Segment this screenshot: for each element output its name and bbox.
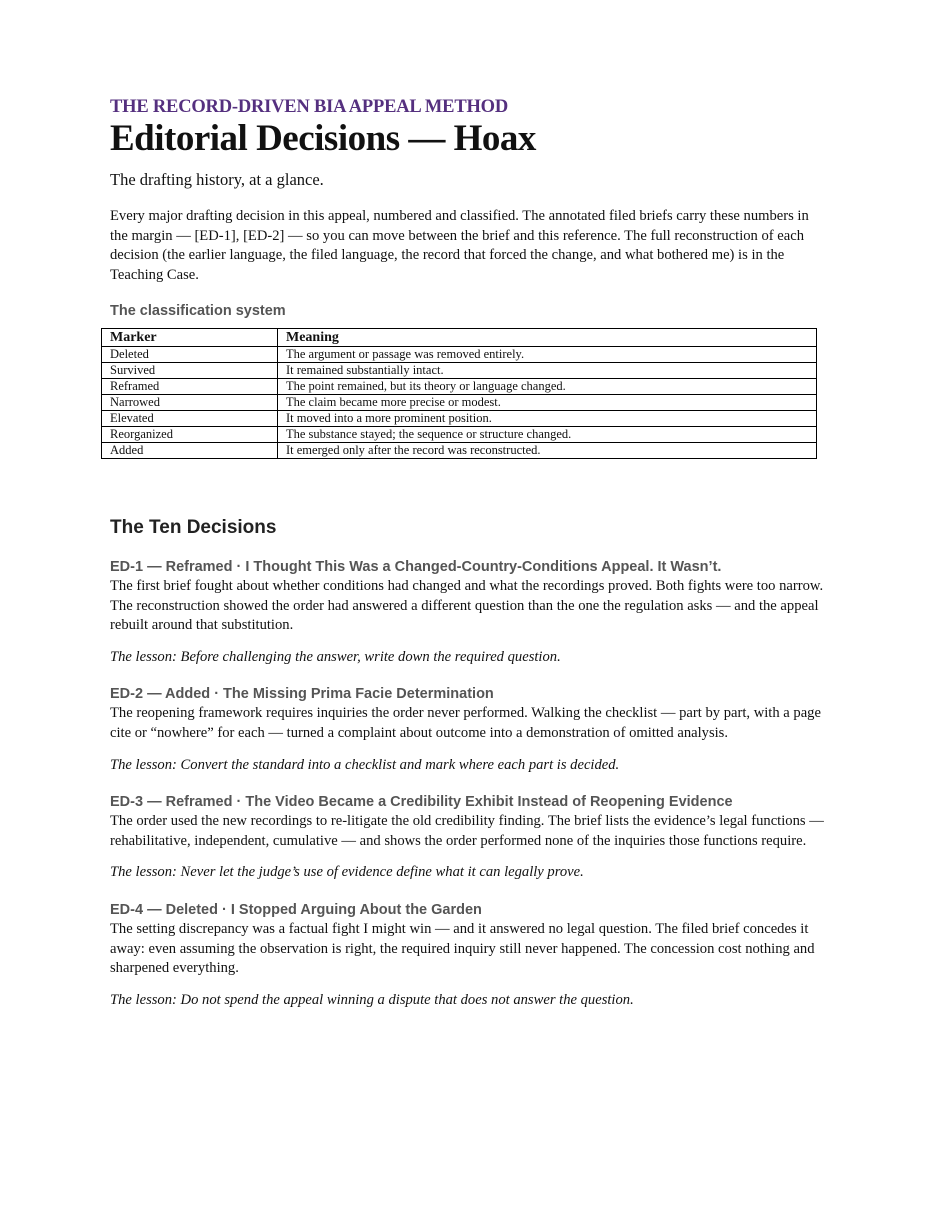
decisions-section <box>110 516 826 1010</box>
meaning-cell: The substance stayed; the sequence or structure changed. <box>278 427 817 443</box>
table-row <box>102 379 817 395</box>
table-row <box>102 395 817 411</box>
meaning-cell: It remained substantially intact. <box>278 363 817 379</box>
meaning-cell: The argument or passage was removed entirely. <box>278 347 817 363</box>
table-row <box>102 443 817 459</box>
decisions-heading: The Ten Decisions <box>110 517 277 538</box>
marker-cell: Reframed <box>102 379 278 395</box>
decision-lesson: The lesson: Do not spend the appeal winning a dispute that does not answer the question. <box>110 991 634 1008</box>
decision-body: The setting discrepancy was a factual fight I might win — and it answered no legal question. The filed brief concedes it away: even assuming the observation is right, the required inquiry still never happened. The concession cost nothing and sharpened everything. <box>110 920 815 977</box>
decision-lesson: The lesson: Before challenging the answer, write down the required question. <box>110 648 561 665</box>
classification-heading: The classification system <box>110 303 286 320</box>
decision-heading: ED-4 — Deleted · I Stopped Arguing About the Garden <box>110 901 482 918</box>
meaning-cell: The point remained, but its theory or language changed. <box>278 379 817 395</box>
table-row <box>102 427 817 443</box>
table-row <box>102 347 817 363</box>
marker-cell: Reorganized <box>102 427 278 443</box>
meaning-cell: It emerged only after the record was reconstructed. <box>278 443 817 459</box>
column-header-marker: Marker <box>102 329 278 347</box>
classification-table <box>101 328 817 459</box>
decision-body: The reopening framework requires inquiries the order never performed. Walking the checklist — part by part, with a page cite or “nowhere” for each — turned a complaint about outcome into a demonstration of omitted analysis. <box>110 705 821 741</box>
marker-cell: Narrowed <box>102 395 278 411</box>
decision-lesson: The lesson: Convert the standard into a checklist and mark where each part is decided. <box>110 756 620 773</box>
marker-cell: Elevated <box>102 411 278 427</box>
header-block <box>110 96 826 457</box>
intro-paragraph: Every major drafting decision in this appeal, numbered and classified. The annotated filed briefs carry these numbers in the margin — [ED-1], [ED-2] — so you can move between the brief and this reference. The full reconstruction of each decision (the earlier language, the filed language, the record that forced the change, and what bothered me) is in the Teaching Case. <box>110 208 809 283</box>
meaning-cell: It moved into a more prominent position. <box>278 411 817 427</box>
decision-body: The first brief fought about whether conditions had changed and what the recordings proved. Both fights were too narrow. The reconstruction showed the order had answered a different question than the one the regulation asks — and the appeal rebuilt around that substitution. <box>110 578 824 634</box>
decision-item <box>110 685 826 775</box>
decision-item <box>110 901 826 1010</box>
decision-heading: ED-3 — Reframed · The Video Became a Credibility Exhibit Instead of Reopening Evidence <box>110 794 733 811</box>
decision-heading: ED-1 — Reframed · I Thought This Was a Changed-Country-Conditions Appeal. It Wasn’t. <box>110 559 722 575</box>
page-title: Editorial Decisions — Hoax <box>110 118 536 159</box>
table-header-row <box>102 329 817 347</box>
column-header-meaning: Meaning <box>278 329 817 347</box>
series-kicker: THE RECORD-DRIVEN BIA APPEAL METHOD <box>110 97 508 117</box>
decision-body: The order used the new recordings to re-litigate the old credibility finding. The brief lists the evidence’s legal functions — rehabilitative, independent, cumulative — and shows the order performed none of the inquiries those functions require. <box>110 813 824 849</box>
table-row <box>102 411 817 427</box>
decision-item <box>110 558 826 667</box>
page-subtitle: The drafting history, at a glance. <box>110 170 324 189</box>
marker-cell: Added <box>102 443 278 459</box>
decision-heading: ED-2 — Added · The Missing Prima Facie Determination <box>110 686 494 703</box>
table-row <box>102 363 817 379</box>
marker-cell: Survived <box>102 363 278 379</box>
meaning-cell: The claim became more precise or modest. <box>278 395 817 411</box>
marker-cell: Deleted <box>102 347 278 363</box>
decision-lesson: The lesson: Never let the judge’s use of evidence define what it can legally prove. <box>110 864 584 881</box>
decision-item <box>110 793 826 883</box>
